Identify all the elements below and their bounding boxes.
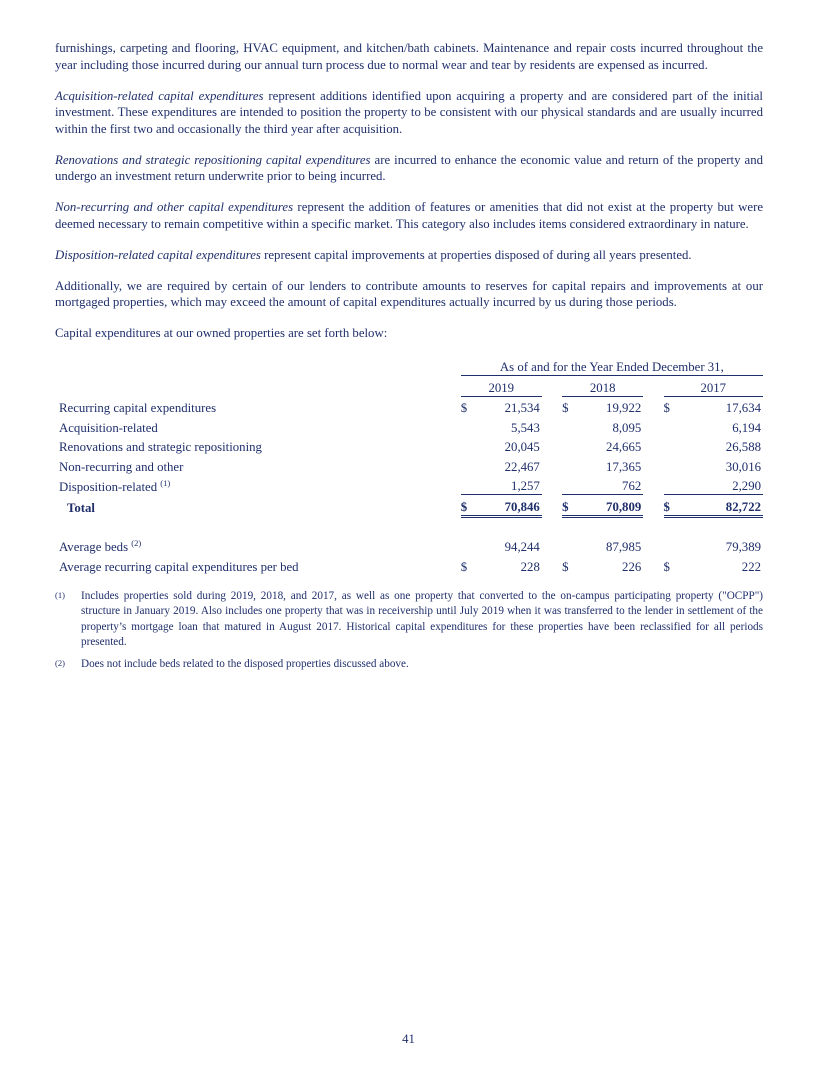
- year-2018: 2018: [562, 376, 643, 397]
- per-bed-row: [55, 555, 763, 575]
- row-label: Recurring capital expenditures: [59, 401, 217, 415]
- paragraph-non-recurring: [55, 199, 763, 232]
- year-2019: 2019: [461, 376, 542, 397]
- value-2019: 20,045: [504, 440, 540, 454]
- per-bed-2017: 222: [741, 559, 761, 574]
- value-2017: 6,194: [732, 420, 761, 435]
- footnote-ref: (2): [131, 538, 142, 548]
- paragraph-maintenance: [55, 40, 763, 73]
- dollar-sign: $: [460, 559, 468, 574]
- value-2018: 762: [622, 479, 642, 493]
- value-2018: 8,095: [612, 420, 642, 435]
- total-row: [55, 495, 763, 517]
- dollar-sign: $: [664, 495, 676, 517]
- value-2018: 19,922: [606, 401, 642, 415]
- value-2017: 30,016: [725, 459, 761, 474]
- beds-2018: 87,985: [606, 540, 642, 554]
- beds-2017: 79,389: [725, 540, 761, 554]
- dollar-sign: $: [663, 559, 670, 574]
- footnote-1: [55, 589, 763, 651]
- total-label: Total: [67, 501, 95, 515]
- row-label: [55, 536, 461, 556]
- paragraph-text: Additionally, we are required by certain of our lenders to contribute amounts to reserves for capital repairs and improvements at our mortgaged properties, which may exceed the amount of capital expenditures actually incurred by us during those periods.: [55, 278, 763, 309]
- paragraph-reserves: [55, 278, 763, 311]
- row-label-text: Average beds: [59, 540, 129, 554]
- total-2017: 82,722: [676, 495, 763, 517]
- footnotes: [55, 589, 763, 673]
- document-page: [55, 40, 763, 678]
- beds-2019: 94,244: [504, 540, 540, 554]
- total-2018: 70,809: [574, 495, 643, 517]
- footnote-mark: (1): [55, 589, 65, 600]
- value-2019: 22,467: [504, 459, 540, 474]
- footnote-mark: (2): [55, 657, 65, 668]
- value-2019: 21,534: [504, 401, 540, 415]
- footnote-ref: (1): [160, 477, 171, 488]
- value-2019: 5,543: [511, 420, 540, 435]
- total-2019: 70,846: [473, 495, 542, 517]
- footnote-text: Does not include beds related to the disposed properties discussed above.: [81, 657, 409, 670]
- table-header-period: As of and for the Year Ended December 31,: [461, 356, 763, 376]
- row-label: Non-recurring and other: [59, 459, 184, 474]
- paragraph-text: represent additions identified upon acquiring a property and are considered part of the initial investment. These expenditures are intended to position the property to be consistent with our physical standards and are usually incurred within the first two and occasionally the third year after acquisition.: [55, 88, 763, 136]
- dollar-sign: $: [460, 401, 468, 415]
- capex-table: [55, 356, 763, 575]
- value-2018: 24,665: [606, 440, 642, 454]
- defined-term: Non-recurring and other capital expenditures: [55, 200, 294, 214]
- paragraph-text: represent the addition of features or amenities that did not exist at the property but were deemed necessary to remain competitive within a specific market. This category also includes items considered extraordinary in nature.: [55, 200, 764, 231]
- paragraph-acquisition: [55, 88, 763, 138]
- value-2017: 2,290: [732, 479, 761, 493]
- per-bed-2018: 226: [622, 559, 642, 574]
- value-2018: 17,365: [606, 459, 642, 474]
- paragraph-renovations: [55, 152, 763, 185]
- page-number: 41: [402, 1032, 415, 1046]
- row-label-text: Disposition-related: [59, 479, 158, 494]
- defined-term: Disposition-related capital expenditures: [55, 247, 261, 262]
- value-2017: 17,634: [725, 401, 761, 415]
- dollar-sign: $: [562, 401, 569, 415]
- row-label: Renovations and strategic repositioning: [59, 440, 262, 454]
- table-row: [55, 436, 763, 456]
- year-2017: 2017: [664, 376, 763, 397]
- row-label: [55, 475, 461, 495]
- value-2017: 26,588: [725, 440, 761, 454]
- dollar-sign: $: [461, 495, 473, 517]
- paragraph-text: furnishings, carpeting and flooring, HVAC equipment, and kitchen/bath cabinets. Maintenance and repair costs incurred throughout the year including those incurred during our annual turn process due to normal wear and tear by residents are expensed as incurred.: [55, 41, 763, 72]
- table-row: [55, 416, 763, 436]
- dollar-sign: $: [562, 559, 569, 574]
- value-2019: 1,257: [511, 479, 540, 493]
- row-label: Acquisition-related: [59, 420, 158, 435]
- table-row: [55, 455, 763, 475]
- table-row: [55, 396, 763, 416]
- defined-term: Renovations and strategic repositioning capital expenditures: [55, 152, 371, 167]
- dollar-sign: $: [562, 495, 574, 517]
- defined-term: Acquisition-related capital expenditures: [55, 88, 264, 103]
- table-header-row: [55, 356, 763, 376]
- table-row: [55, 475, 763, 495]
- per-bed-2019: 228: [520, 559, 540, 574]
- paragraph-text: are incurred to enhance the economic value and return of the property and undergo an investment return underwrite prior to being incurred.: [55, 152, 763, 183]
- paragraph-disposition: [55, 247, 763, 264]
- row-label: Average recurring capital expenditures per bed: [59, 559, 299, 574]
- average-beds-row: [55, 536, 763, 556]
- table-year-row: [55, 376, 763, 397]
- footnote-2: [55, 657, 763, 673]
- table-intro: Capital expenditures at our owned properties are set forth below:: [55, 326, 388, 340]
- dollar-sign: $: [663, 401, 670, 415]
- footnote-text: Includes properties sold during 2019, 2018, and 2017, as well as one property that converted to the on-campus participating property ("OCPP") structure in January 2019. Also includes one property that was in receivership until July 2019 when it was transferred to the lender in settlement of the property’s mortgage loan that matured in August 2017. Historical capital expenditures for these properties have been reclassified for all periods presented.: [81, 589, 763, 648]
- paragraph-text: represent capital improvements at properties disposed of during all years presented.: [260, 247, 692, 262]
